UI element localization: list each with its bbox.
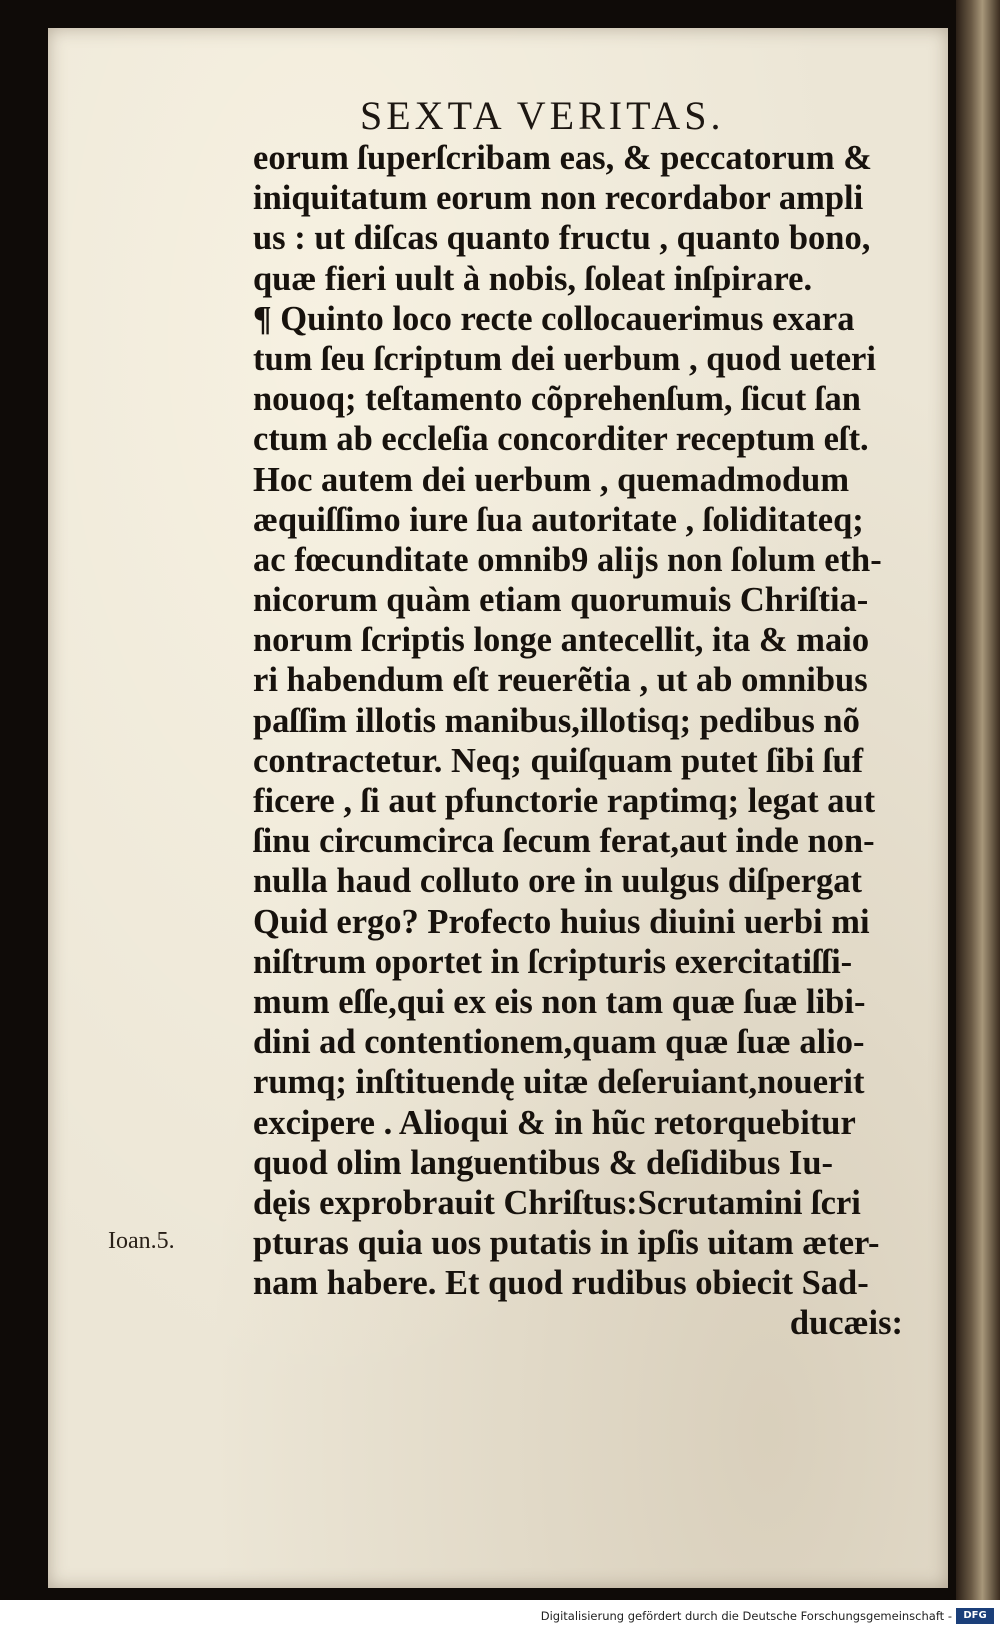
text-line: nam habere. Et quod rudibus obiecit Sad-: [253, 1264, 869, 1303]
text-line: Quid ergo? Profecto huius diuini uerbi mi: [253, 902, 870, 941]
text-line: dęis exprobrauit Chriſtus:Scrutamini ſcri: [253, 1183, 861, 1222]
text-line: ſinu circumcirca ſecum ferat,aut inde non-: [253, 822, 875, 861]
text-line: ¶ Quinto loco recte collocauerimus exara: [253, 299, 855, 338]
text-line: paſſim illotis manibus,illotisq; pedibus nõ: [253, 701, 860, 740]
text-line: ctum ab eccleſia concorditer receptum eſt.: [253, 420, 869, 459]
text-line: dini ad contentionem,quam quæ ſuæ alio-: [253, 1023, 865, 1062]
book-edge: [956, 0, 1000, 1600]
text-line: contractetur. Neq; quiſquam putet ſibi ſuf: [253, 741, 864, 780]
text-line: rumq; inſtituendę uitæ deſeruiant,nouerit: [253, 1063, 865, 1102]
text-line: norum ſcriptis longe antecellit, ita & maio: [253, 621, 870, 660]
text-line: us : ut diſcas quanto fructu , quanto bono,: [253, 219, 871, 258]
text-line: æquiſſimo iure ſua autoritate , ſoliditateq;: [253, 500, 864, 539]
text-line: iniquitatum eorum non recordabor ampli: [253, 179, 864, 218]
text-line: ficere , ſi aut pfunctorie raptimq; legat aut: [253, 782, 876, 820]
digitization-footer: [0, 1600, 1000, 1633]
text-line: mum eſſe,qui ex eis non tam quæ ſuæ libi-: [253, 982, 866, 1021]
running-title: SEXTA VERITAS.: [360, 93, 725, 138]
text-line: quod olim languentibus & deſidibus Iu-: [253, 1143, 834, 1182]
text-line: eorum ſuperſcribam eas, & peccatorum &: [253, 139, 872, 177]
text-line: excipere . Alioqui & in hũc retorquebitur: [253, 1103, 856, 1142]
text-line: ac fœcunditate omnib9 alijs non ſolum eth-: [253, 540, 882, 579]
text-line: pturas quia uos putatis in ipſis uitam æter-: [253, 1224, 880, 1263]
text-line: Hoc autem dei uerbum , quemadmodum: [253, 460, 850, 499]
text-line: niſtrum oportet in ſcripturis exercitatiſſi-: [253, 942, 853, 981]
text-line: ri habendum eſt reuerẽtia , ut ab omnibus: [253, 661, 868, 700]
dfg-logo: DFG: [956, 1608, 994, 1624]
text-line: nicorum quàm etiam quorumuis Chriſtia-: [253, 581, 869, 620]
text-line: quæ fieri uult à nobis, ſoleat inſpirare.: [253, 259, 813, 298]
text-line: tum ſeu ſcriptum dei uerbum , quod ueteri: [253, 339, 876, 378]
page-body-text: [253, 138, 903, 1344]
funding-credit: Digitalisierung gefördert durch die Deutsche Forschungsgemeinschaft -: [540, 1609, 952, 1623]
text-line: nulla haud colluto ore in uulgus diſpergat: [253, 862, 863, 901]
catchword: ducæis:: [789, 1304, 903, 1343]
marginal-reference: Ioan.5.: [108, 1228, 175, 1254]
text-line: nouoq; teſtamento cõprehenſum, ſicut ſan: [253, 380, 861, 419]
